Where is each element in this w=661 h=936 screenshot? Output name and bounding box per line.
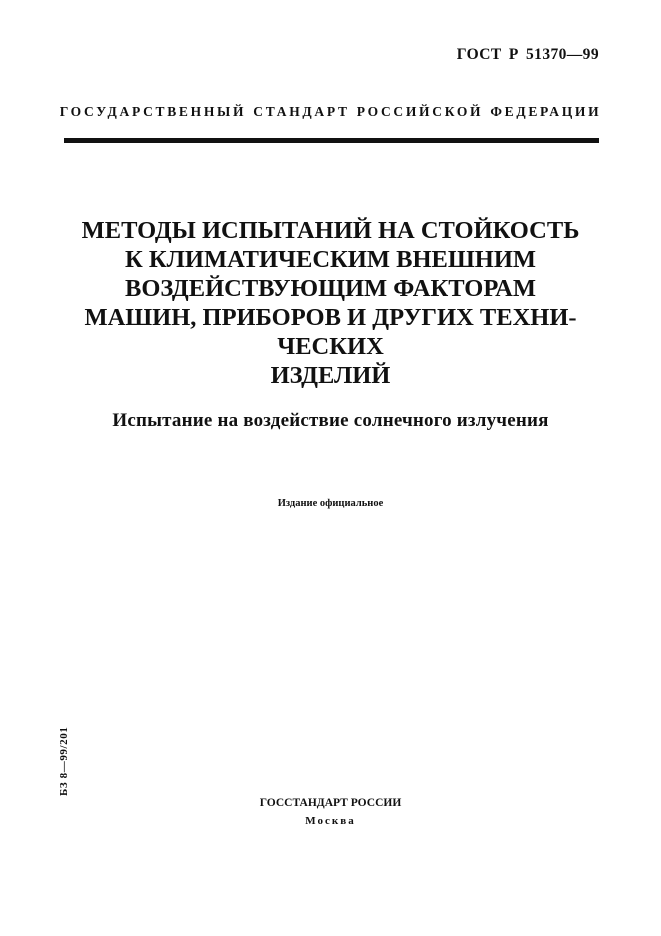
title-line: МЕТОДЫ ИСПЫТАНИЙ НА СТОЙКОСТЬ <box>81 217 580 244</box>
document-code: ГОСТ Р 51370—99 <box>456 46 599 63</box>
title-line: МАШИН, ПРИБОРОВ И ДРУГИХ ТЕХНИ- <box>84 304 577 331</box>
title-line: ВОЗДЕЙСТВУЮЩИМ ФАКТОРАМ <box>125 275 536 302</box>
title-line: ЧЕСКИХ <box>277 333 384 360</box>
title-line: К КЛИМАТИЧЕСКИМ ВНЕШНИМ <box>125 246 536 273</box>
header-rule <box>64 138 599 143</box>
publisher-name: ГОССТАНДАРТ РОССИИ <box>259 797 402 809</box>
document-title <box>0 216 661 390</box>
margin-code: БЗ 8—99/201 <box>58 726 70 796</box>
issuing-authority: ГОСУДАРСТВЕННЫЙ СТАНДАРТ РОССИЙСКОЙ ФЕДЕРАЦИИ <box>59 104 602 119</box>
title-line: ИЗДЕЛИЙ <box>270 362 391 389</box>
publisher-block <box>0 794 661 830</box>
document-subtitle: Испытание на воздействие солнечного излучения <box>112 410 549 431</box>
publisher-city: Москва <box>305 815 356 827</box>
edition-note: Издание официальное <box>277 498 384 509</box>
